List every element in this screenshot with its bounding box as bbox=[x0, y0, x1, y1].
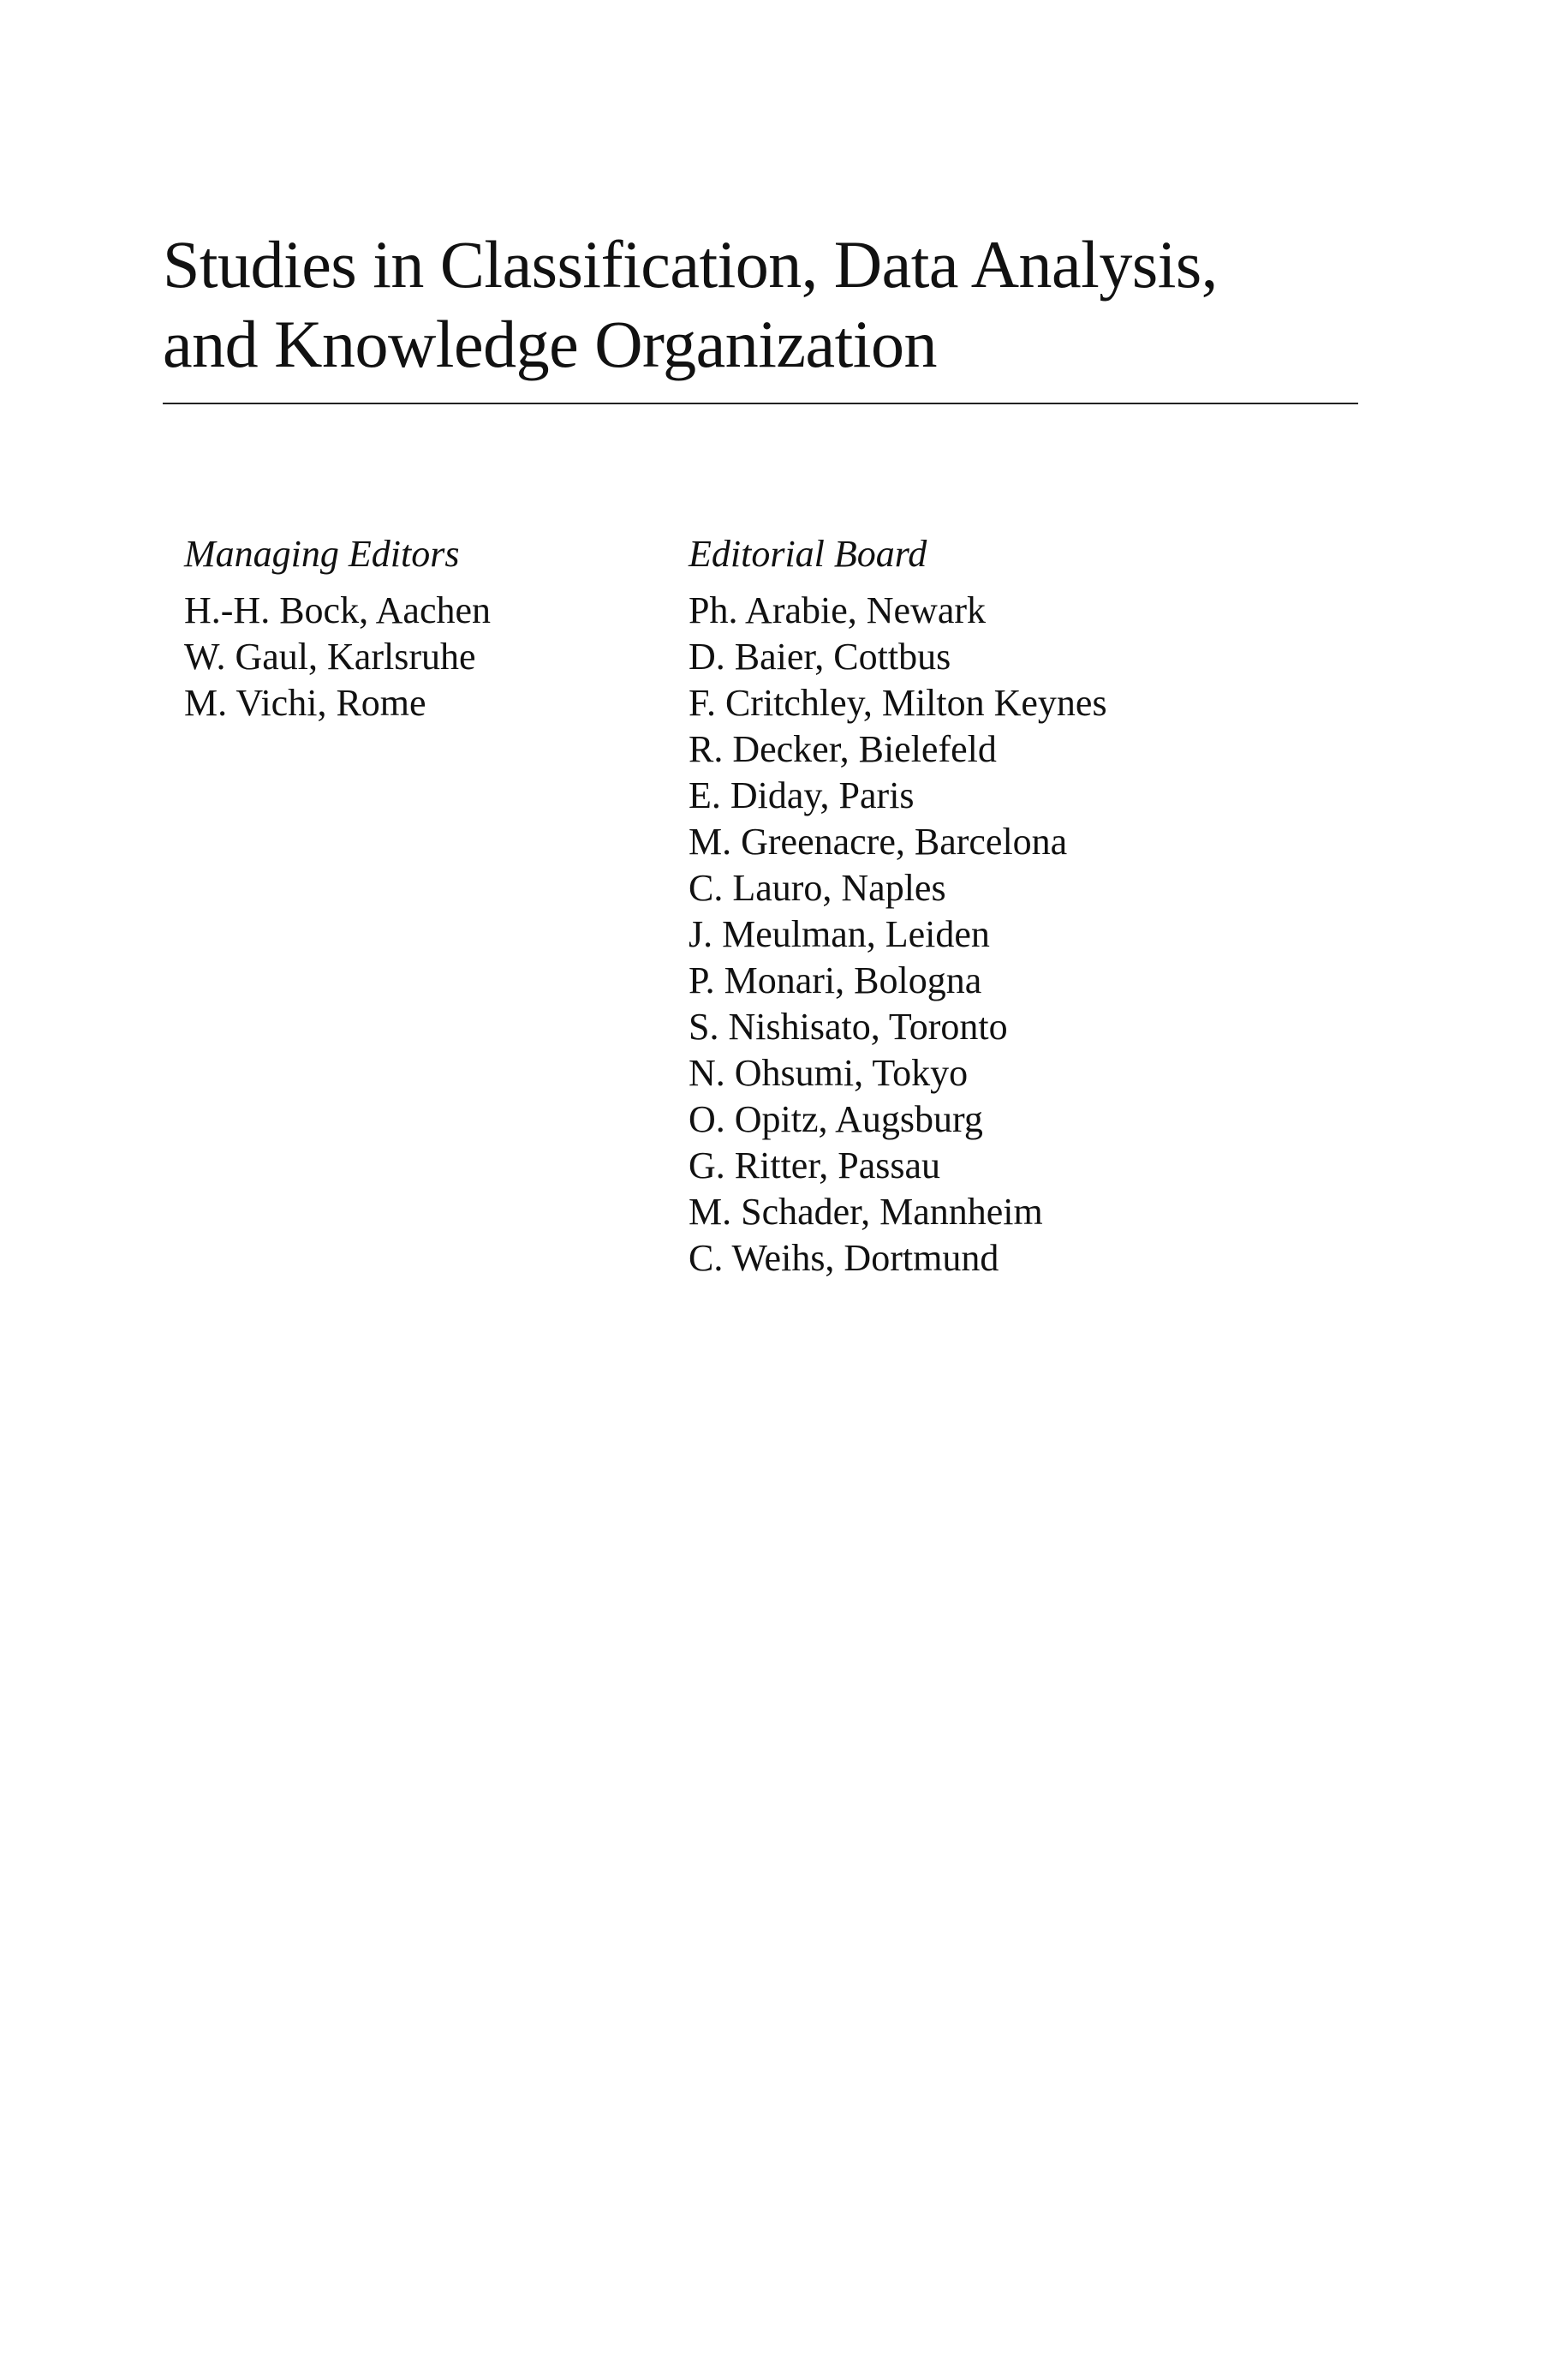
board-member: F. Critchley, Milton Keynes bbox=[689, 682, 1107, 724]
board-member: D. Baier, Cottbus bbox=[689, 636, 951, 678]
managing-editor: H.-H. Bock, Aachen bbox=[184, 589, 492, 631]
editorial-board-list bbox=[689, 588, 1107, 1282]
series-title-line-2: and Knowledge Organization bbox=[163, 307, 937, 381]
managing-editor: W. Gaul, Karlsruhe bbox=[184, 636, 476, 678]
board-member: P. Monari, Bologna bbox=[689, 959, 982, 1001]
managing-editors-list bbox=[184, 588, 491, 726]
managing-editors-section bbox=[184, 531, 491, 726]
managing-editor: M. Vichi, Rome bbox=[184, 682, 426, 724]
title-divider bbox=[163, 403, 1358, 404]
editorial-board-heading: Editorial Board bbox=[689, 533, 927, 575]
managing-editors-heading: Managing Editors bbox=[184, 533, 460, 575]
board-member: C. Weihs, Dortmund bbox=[689, 1237, 999, 1279]
board-member: M. Schader, Mannheim bbox=[689, 1191, 1043, 1233]
board-member: N. Ohsumi, Tokyo bbox=[689, 1052, 969, 1094]
board-member: Ph. Arabie, Newark bbox=[689, 589, 987, 631]
board-member: R. Decker, Bielefeld bbox=[689, 728, 997, 770]
series-title bbox=[163, 224, 1362, 384]
board-member: M. Greenacre, Barcelona bbox=[689, 821, 1068, 863]
series-title-line-1: Studies in Classification, Data Analysis, bbox=[163, 227, 1218, 302]
board-member: J. Meulman, Leiden bbox=[689, 913, 990, 955]
board-member: E. Diday, Paris bbox=[689, 774, 915, 816]
board-member: S. Nishisato, Toronto bbox=[689, 1006, 1008, 1048]
board-member: G. Ritter, Passau bbox=[689, 1144, 940, 1186]
board-member: O. Opitz, Augsburg bbox=[689, 1098, 983, 1140]
board-member: C. Lauro, Naples bbox=[689, 867, 946, 909]
editorial-board-section bbox=[689, 531, 1107, 1282]
